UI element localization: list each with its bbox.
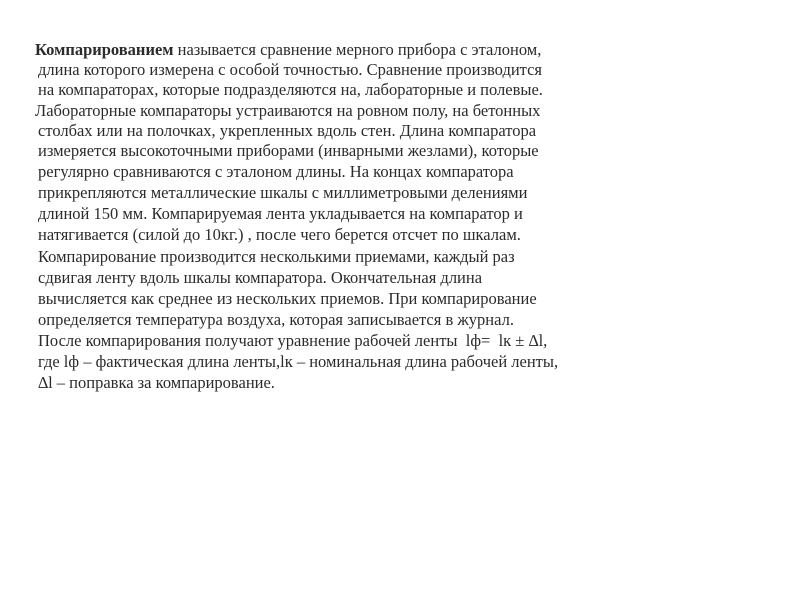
text-line-6: измеряется высокоточными приборами (инварными жезлами), которые <box>38 141 539 160</box>
text-line-14: определяется температура воздуха, которая записывается в журнал. <box>38 310 514 329</box>
text-line-10: натягивается (силой до 10кг.) , после чего берется отсчет по шкалам. <box>38 225 521 244</box>
text-line-7: регулярно сравниваются с эталоном длины. На концах компаратора <box>38 162 514 181</box>
text-line-16: где lф – фактическая длина ленты,lк – номинальная длина рабочей ленты, <box>38 352 559 371</box>
text-line-1 <box>35 40 541 60</box>
text-line-11: Компарирование производится несколькими приемами, каждый раз <box>38 247 515 266</box>
text-line-4: Лабораторные компараторы устраиваются на ровном полу, на бетонных <box>35 101 541 120</box>
text-line-15: После компарирования получают уравнение рабочей ленты lф= lк ± ∆l, <box>38 331 548 350</box>
text-line-2: длина которого измерена с особой точностью. Сравнение производится <box>38 60 542 79</box>
text-line-1-rest: называется сравнение мерного прибора с эталоном, <box>173 40 542 59</box>
text-line-8: прикрепляются металлические шкалы с миллиметровыми делениями <box>38 183 528 202</box>
text-line-17: ∆l – поправка за компарирование. <box>38 373 275 392</box>
text-line-13: вычисляется как среднее из нескольких приемов. При компарирование <box>38 289 537 308</box>
text-line-12: сдвигая ленту вдоль шкалы компаратора. Окончательная длина <box>38 268 483 287</box>
text-line-9: длиной 150 мм. Компарируемая лента укладывается на компаратор и <box>38 204 523 223</box>
text-line-5: столбах или на полочках, укрепленных вдоль стен. Длина компаратора <box>38 121 537 140</box>
term-bold: Компарированием <box>35 40 174 59</box>
text-line-3: на компараторах, которые подразделяются на, лабораторные и полевые. <box>38 80 543 99</box>
